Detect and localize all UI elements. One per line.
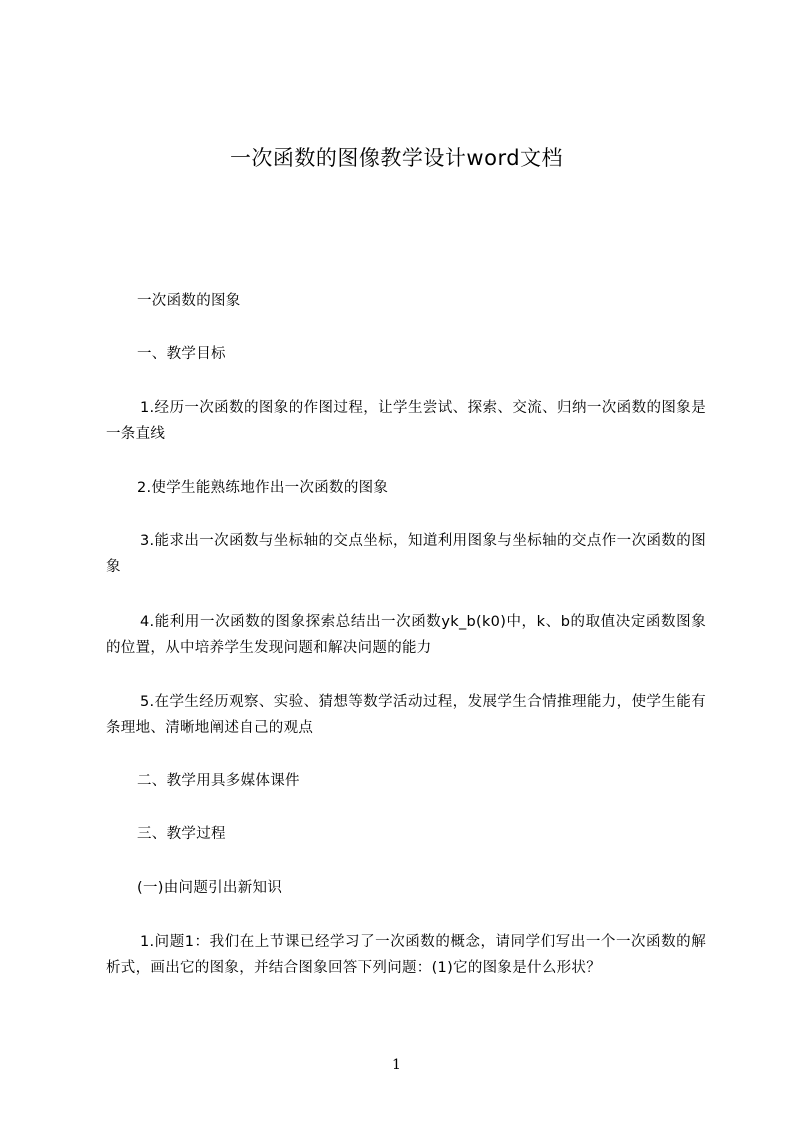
- objective-item: 4.能利用一次函数的图象探索总结出一次函数yk_b(k0)中，k、b的取值决定函数图象的位置，从中培养学生发现问题和解决问题的能力: [106, 614, 706, 656]
- document-title: 一次函数的图像教学设计word文档: [229, 146, 564, 170]
- objective-item: 1.经历一次函数的图象的作图过程，让学生尝试、探索、交流、归纳一次函数的图象是一条直线: [106, 400, 706, 442]
- section-heading: 三、教学过程: [137, 826, 226, 842]
- objective-item: 2.使学生能熟练地作出一次函数的图象: [137, 480, 389, 496]
- section-heading: 二、教学用具多媒体课件: [137, 773, 300, 789]
- subsection-heading: (一)由问题引出新知识: [137, 880, 283, 896]
- page-number: 1: [392, 1057, 401, 1073]
- objective-item: 5.在学生经历观察、实验、猜想等数学活动过程，发展学生合情推理能力，使学生能有条理地、清晰地阐述自己的观点: [106, 694, 706, 736]
- process-item: 1.问题1：我们在上节课已经学习了一次函数的概念，请同学们写出一个一次函数的解析式，画出它的图象，并结合图象回答下列问题：(1)它的图象是什么形状？: [106, 934, 706, 976]
- objective-item: 3.能求出一次函数与坐标轴的交点坐标，知道利用图象与坐标轴的交点作一次函数的图象: [106, 533, 706, 575]
- section-heading: 一次函数的图象: [137, 293, 241, 309]
- section-heading: 一、教学目标: [137, 346, 226, 362]
